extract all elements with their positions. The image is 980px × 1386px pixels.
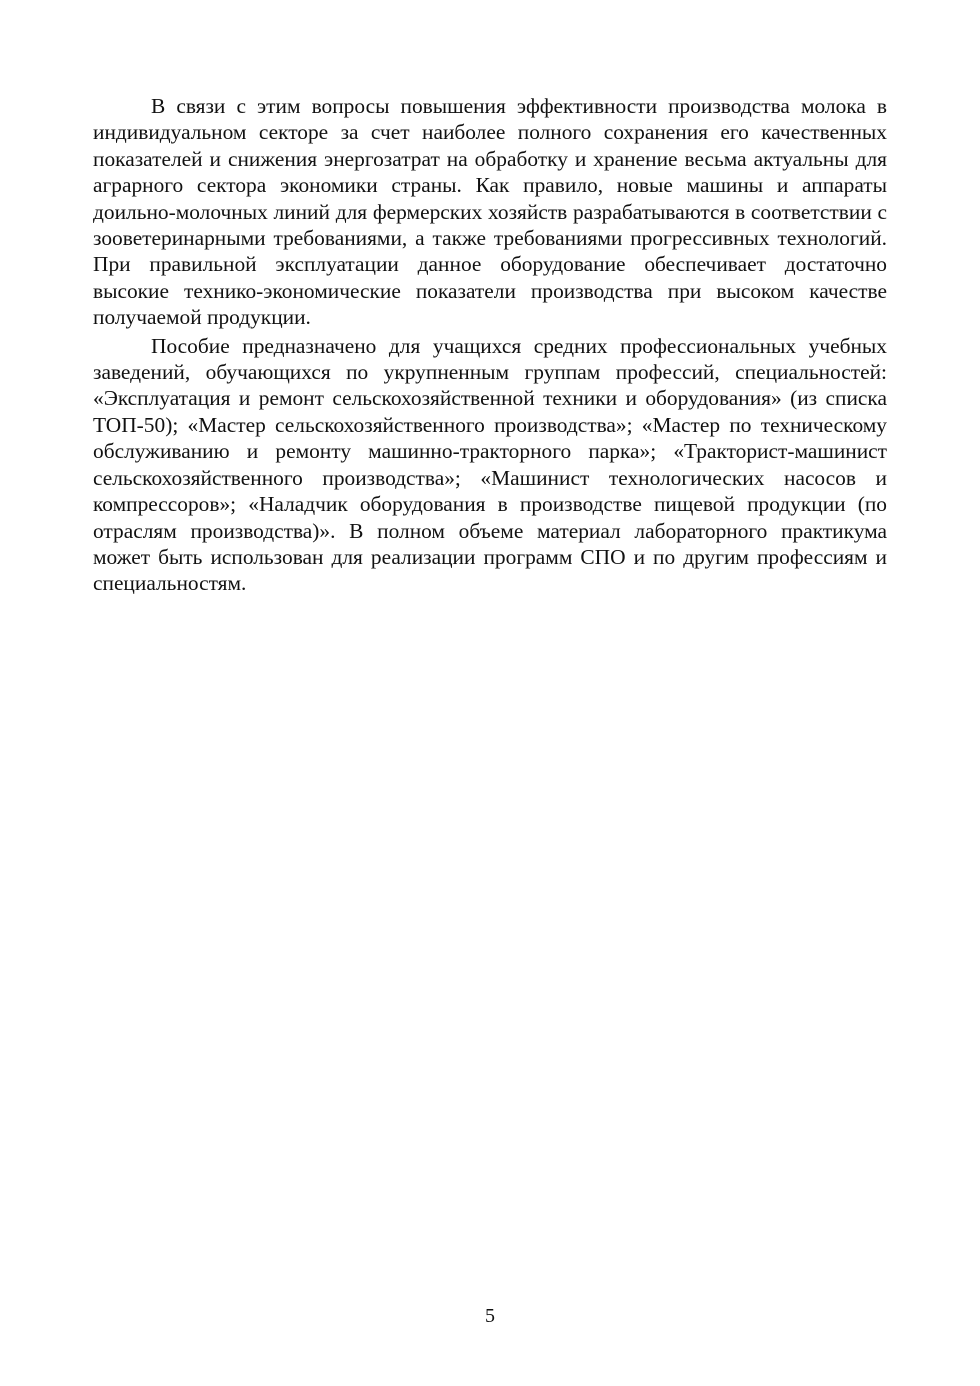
page-number: 5 [485,1305,495,1327]
body-text [93,93,887,599]
paragraph-2: Пособие предназначено для учащихся средних профессиональных учебных заведений, обучающихся по укрупненным группам профессий, специальностей: «Эксплуатация и ремонт сельскохозяйственной техники и оборудования» (из списка ТОП-50); «Мастер сельскохозяйственного производства»; «Мастер по техническому обслуживанию и ремонту машинно-тракторного парка»; «Тракторист-машинист сельскохозяйственного производства»; «Машинист технологических насосов и компрессоров»; «Наладчик оборудования в производстве пищевой продукции (по отраслям производства)». В полном объеме материал лабораторного практикума может быть использован для реализации программ СПО и по другим профессиям и специальностям. [93,333,887,596]
paragraph-1: В связи с этим вопросы повышения эффективности производства молока в индивидуальном секторе за счет наиболее полного сохранения его качественных показателей и снижения энергозатрат на обработку и хранение весьма актуальны для аграрного сектора экономики страны. Как правило, новые машины и аппараты доильно-молочных линий для фермерских хозяйств разрабатываются в соответствии с зооветеринарными требованиями, а также требованиями прогрессивных технологий. При правильной эксплуатации данное оборудование обеспечивает достаточно высокие технико-экономические показатели производства при высоком качестве получаемой продукции. [93,94,887,330]
